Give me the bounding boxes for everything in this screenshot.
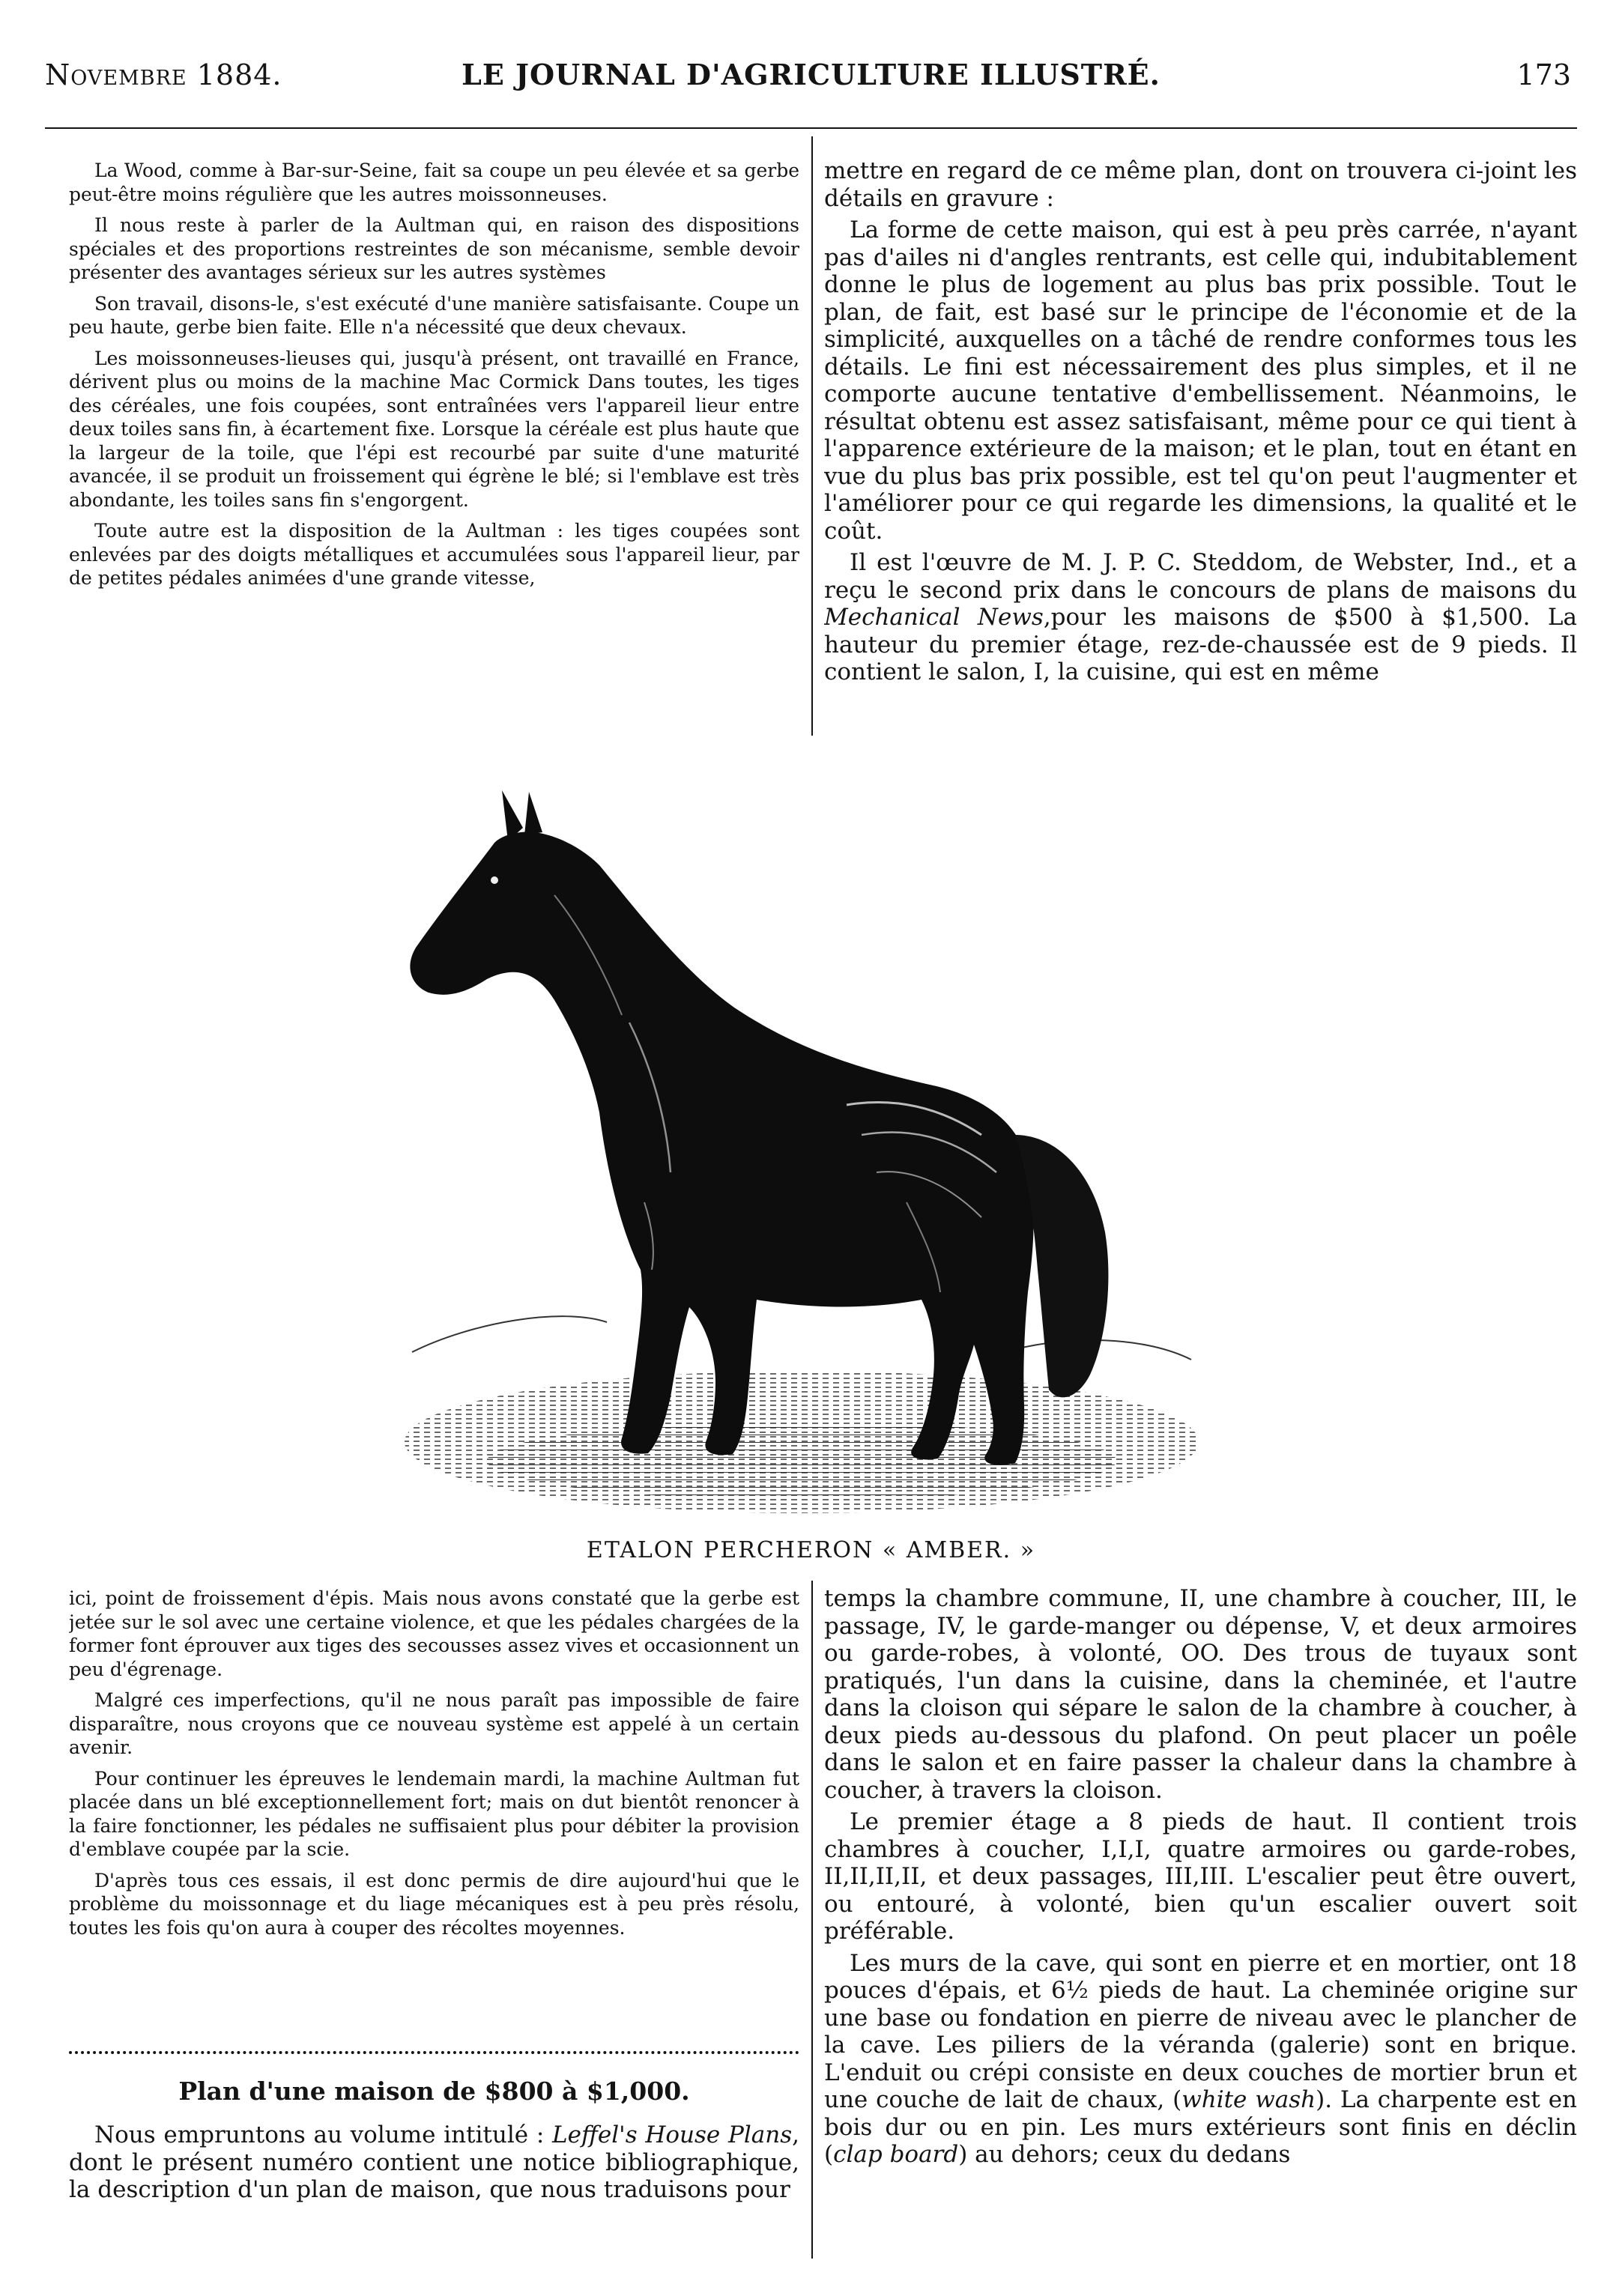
publication-title: Mechanical News [824, 604, 1044, 631]
text-run: Nous empruntons au volume intitulé : [94, 2121, 553, 2148]
paragraph: La Wood, comme à Bar-sur-Seine, fait sa coupe un peu élevée et sa gerbe peut-être moins régulière que les autres moissonneuses. [69, 160, 799, 205]
english-term: white wash [1181, 2086, 1316, 2113]
paragraph: La forme de cette maison, qui est à peu près carrée, n'ayant pas d'ailes ni d'angles rentrants, est celle qui, indubitablement donne le plus de logement au plus bas prix possible. Tout le plan, de fait, est basé sur le principe de l'économie et de la simplicité, auxquelles on a tâché de rendre conformes tous les détails. Le fini est nécessairement des plus simples, et il ne comporte aucune tentative d'embellissement. Néanmoins, le résultat obtenu est assez satisfaisant, même pour ce qui tient à l'apparence extérieure de la maison; et le plan, tout en étant en vue du plus bas prix possible, est tel qu'on peut l'augmenter et l'améliorer pour ce qui regarde les dimensions, la qualité et le coût. [824, 216, 1577, 545]
paragraph: Toute autre est la disposition de la Aultman : les tiges coupées sont enlevées par des doigts métalliques et accumulées sous l'appareil lieur, par de petites pédales animées d'une grande vitesse, [69, 520, 799, 589]
paragraph: Il nous reste à parler de la Aultman qui, en raison des dispositions spéciales et des proportions restreintes de son mécanisme, semble devoir présenter des avantages sérieux sur les autres systèmes [69, 214, 799, 283]
book-title: Leffel's House Plans [552, 2121, 793, 2148]
figure-caption: ETALON PERCHERON « AMBER. » [586, 1537, 1036, 1563]
text-run: ) au dehors; ceux du dedans [958, 2141, 1291, 2168]
page-number: 173 [1516, 58, 1571, 91]
journal-title: LE JOURNAL D'AGRICULTURE ILLUSTRÉ. [462, 58, 1160, 91]
paragraph: mettre en regard de ce même plan, dont on trouvera ci-joint les détails en gravure : [824, 157, 1577, 212]
text-run: ,pour les maisons de $500 à $1,500. La hauteur du premier étage, rez-de-chaussée est de 9 pieds. Il contient le salon, I, la cuisine, qui est en même [824, 604, 1577, 685]
text-run: , dont le présent numéro contient une notice bibliographique, la description d'un plan de maison, que nous traduisons pour [69, 2121, 799, 2203]
top-right-column [824, 157, 1577, 745]
section-intro [69, 2121, 799, 2264]
paragraph: Le premier étage a 8 pieds de haut. Il contient trois chambres à coucher, I,I,I, quatre armoires ou garde-robes, II,II,II,II, et deux passages, III,III. L'escalier peut être ouvert, ou entouré, à volonté, bien qu'un escalier ouvert soit préférable. [824, 1808, 1577, 1945]
top-column-divider [811, 136, 813, 736]
horse-engraving [382, 783, 1244, 1524]
header-rule [45, 127, 1577, 129]
paragraph: Pour continuer les épreuves le lendemain mardi, la machine Aultman fut placée dans un blé exceptionnellement fort; mais on dut bientôt renoncer à la faire fonctionner, les pédales ne suffisaient plus pour débiter la provision d'emblave coupée par la scie. [69, 1767, 799, 1860]
paragraph [824, 1950, 1577, 2169]
paragraph: Son travail, disons-le, s'est exécuté d'une manière satisfaisante. Coupe un peu haute, gerbe bien faite. Elle n'a nécessité que deux chevaux. [69, 292, 799, 338]
paragraph [824, 549, 1577, 686]
english-term: clap board [833, 2141, 959, 2168]
bottom-right-column [824, 1585, 1577, 2267]
bottom-left-column [69, 1587, 799, 2040]
paragraph: D'après tous ces essais, il est donc permis de dire aujourd'hui que le problème du moissonnage et du liage mécaniques est à peu près résolu, toutes les fois qu'on aura à couper des récoltes moyennes. [69, 1869, 799, 1939]
section-title: Plan d'une maison de $800 à $1,000. [178, 2077, 690, 2106]
section-separator [69, 2051, 799, 2054]
paragraph: ici, point de froissement d'épis. Mais nous avons constaté que la gerbe est jetée sur le sol avec une certaine violence, et que les pédales chargées de la former font éprouver aux tiges des secousses assez vives et occasionnent un peu d'égrenage. [69, 1587, 799, 1680]
bottom-column-divider [811, 1581, 813, 2259]
header-date: Novembre 1884. [45, 58, 282, 91]
text-run: Il est l'œuvre de M. J. P. C. Steddom, de Webster, Ind., et a reçu le second prix dans le concours de plans de maisons du [824, 549, 1577, 604]
paragraph: temps la chambre commune, II, une chambre à coucher, III, le passage, IV, le garde-manger ou dépense, V, et deux armoires ou garde-robes, à volonté, OO. Des trous de tuyaux sont pratiqués, l'un dans la cuisine, dans la cheminée, et l'autre dans la cloison qui sépare le salon de la chambre à coucher, à deux pieds au-dessous du plafond. On peut placer un poêle dans le salon et en faire passer la chaleur dans la chambre à coucher, à travers la cloison. [824, 1585, 1577, 1804]
paragraph: Les moissonneuses-lieuses qui, jusqu'à présent, ont travaillé en France, dérivent plus ou moins de la machine Mac Cormick Dans toutes, les tiges des céréales, une fois coupées, sont entraînées vers l'appareil lieur entre deux toiles sans fin, à écartement fixe. Lorsque la céréale est plus haute que la largeur de la toile, que l'épi est recourbé par suite d'une maturité avancée, il se produit un froissement qui égrène le blé; si l'emblave est très abondante, les toiles sans fin s'engorgent. [69, 347, 799, 511]
text-run: Les murs de la cave, qui sont en pierre et en mortier, ont 18 pouces d'épais, et 6½ pieds de haut. La cheminée origine sur une base ou fondation en pierre de niveau avec le plancher de la cave. Les piliers de la véranda (galerie) sont en brique. L'enduit ou crépi consiste en deux couches de mortier brun et une couche de lait de chaux, ( [824, 1949, 1577, 2113]
paragraph [69, 2121, 799, 2204]
horse-figure [410, 790, 1108, 1465]
top-left-column [69, 159, 799, 743]
text-run: ). La charpente est en bois dur ou en pin. Les murs extérieurs sont finis en déclin ( [824, 2086, 1577, 2168]
paragraph: Malgré ces imperfections, qu'il ne nous paraît pas impossible de faire disparaître, nous croyons que ce nouveau système est appelé à un certain avenir. [69, 1689, 799, 1758]
